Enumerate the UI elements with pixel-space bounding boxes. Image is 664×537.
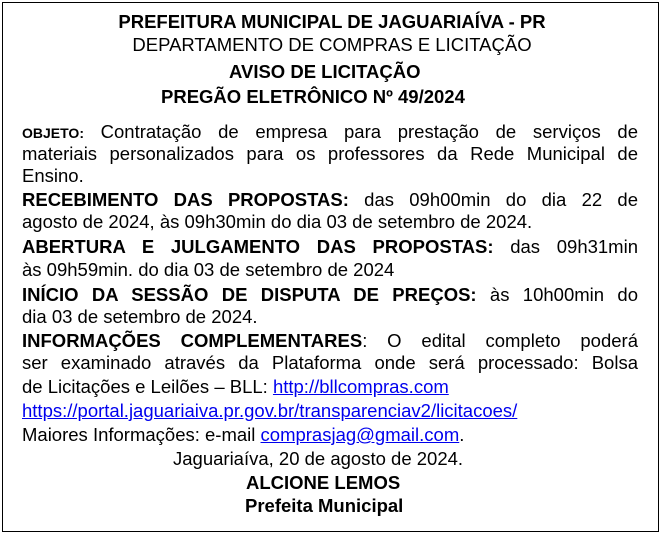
header-departamento: DEPARTAMENTO DE COMPRAS E LICITAÇÃO: [132, 34, 532, 55]
informacoes-line-2: ser examinado através da Plataforma onde será processado: Bolsa: [22, 352, 638, 373]
footer-date: Jaguariaíva, 20 de agosto de 2024.: [173, 448, 464, 469]
header-pregao: PREGÃO ELETRÔNICO Nº 49/2024: [161, 86, 465, 107]
objeto-label: OBJETO:: [22, 125, 84, 141]
recebimento-label: RECEBIMENTO DAS PROPOSTAS:: [22, 189, 349, 210]
objeto-line-2: materiais personalizados para os professores da Rede Municipal de: [22, 143, 638, 164]
informacoes-line-1: INFORMAÇÕES COMPLEMENTARES: O edital completo poderá: [22, 330, 638, 351]
header-aviso: AVISO DE LICITAÇÃO: [229, 61, 421, 82]
email-link[interactable]: comprasjag@gmail.com: [260, 424, 460, 445]
header-prefeitura: PREFEITURA MUNICIPAL DE JAGUARIAÍVA - PR: [118, 11, 546, 32]
recebimento-line-2: agosto de 2024, às 09h30min do dia 03 de setembro de 2024.: [22, 211, 533, 232]
objeto-line-3: Ensino.: [22, 165, 84, 186]
maiores-informacoes-line: Maiores Informações: e-mail comprasjag@gmail.com.: [22, 424, 465, 445]
recebimento-line-1: RECEBIMENTO DAS PROPOSTAS: das 09h00min do dia 22 de: [22, 189, 638, 210]
bllcompras-link[interactable]: http://bllcompras.com: [272, 376, 449, 397]
abertura-label: ABERTURA E JULGAMENTO DAS PROPOSTAS:: [22, 236, 494, 257]
objeto-line-1: OBJETO: Contratação de empresa para prestação de serviços de: [22, 121, 638, 142]
abertura-line-2: às 09h59min. do dia 03 de setembro de 2024: [22, 259, 395, 280]
abertura-line-1: ABERTURA E JULGAMENTO DAS PROPOSTAS: das 09h31min: [22, 236, 638, 257]
inicio-line-2: dia 03 de setembro de 2024.: [22, 306, 258, 327]
informacoes-label: INFORMAÇÕES COMPLEMENTARES: [22, 330, 363, 351]
footer-signatory-name: ALCIONE LEMOS: [246, 472, 401, 493]
footer-signatory-role: Prefeita Municipal: [245, 495, 404, 516]
informacoes-line-3: de Licitações e Leilões – BLL: http://bllcompras.com: [22, 376, 449, 397]
inicio-label: INÍCIO DA SESSÃO DE DISPUTA DE PREÇOS:: [22, 284, 477, 305]
portal-transparencia-link[interactable]: https://portal.jaguariaiva.pr.gov.br/transparenciav2/licitacoes/: [22, 400, 518, 421]
inicio-line-1: INÍCIO DA SESSÃO DE DISPUTA DE PREÇOS: às 10h00min do: [22, 284, 638, 305]
portal-link-line: [22, 400, 517, 422]
